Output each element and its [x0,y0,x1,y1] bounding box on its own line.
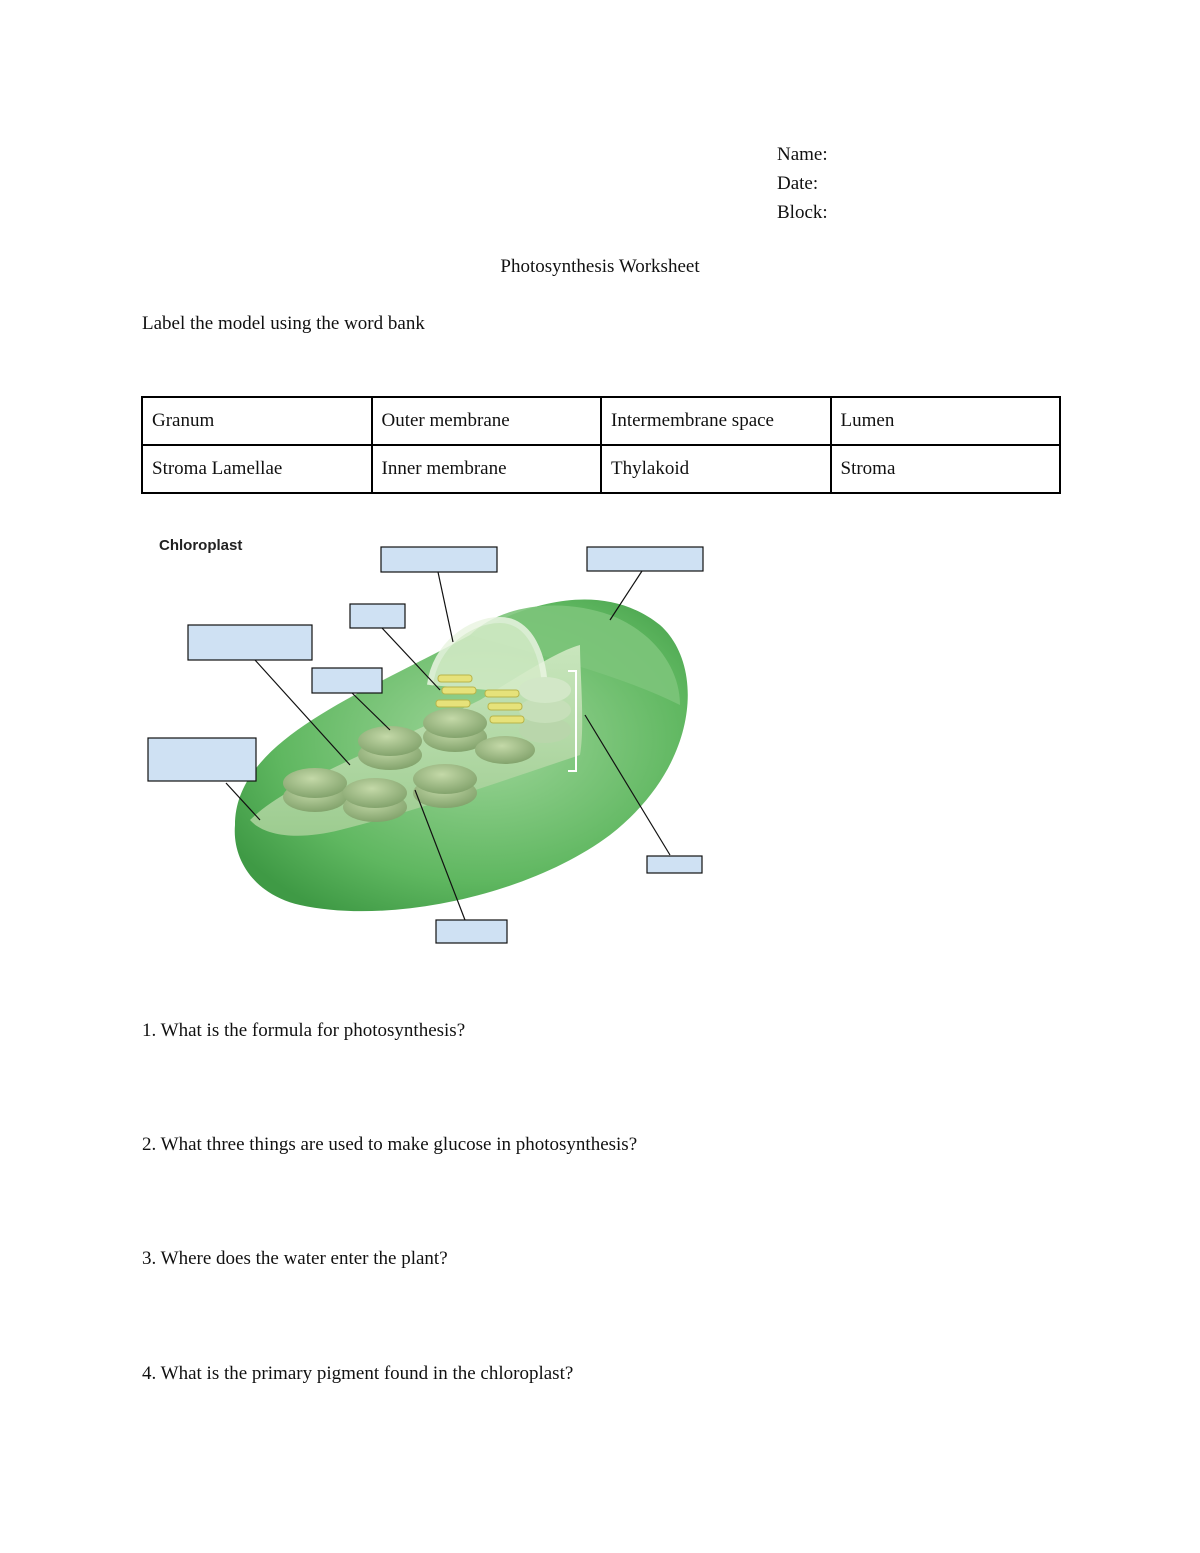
question-1: 1. What is the formula for photosynthesis? [142,1020,466,1041]
word-bank-cell: Granum [142,397,372,445]
word-bank-cell: Inner membrane [372,445,602,493]
question-3: 3. Where does the water enter the plant? [142,1248,448,1269]
word-bank-cell: Stroma Lamellae [142,445,372,493]
word-bank-cell: Lumen [831,397,1061,445]
label-box[interactable] [350,604,405,628]
label-box[interactable] [148,738,256,781]
word-bank-cell: Thylakoid [601,445,831,493]
word-bank-row [142,397,1060,445]
label-box[interactable] [381,547,497,572]
block-label: Block: [777,202,828,223]
question-2: 2. What three things are used to make glucose in photosynthesis? [142,1134,638,1155]
question-4: 4. What is the primary pigment found in the chloroplast? [142,1363,574,1384]
word-bank-table [141,396,1061,494]
label-box[interactable] [587,547,703,571]
word-bank-cell: Intermembrane space [601,397,831,445]
student-info-block [777,140,828,227]
label-box[interactable] [436,920,507,943]
word-bank-cell: Outer membrane [372,397,602,445]
label-box[interactable] [312,668,382,693]
word-bank-row [142,445,1060,493]
name-label: Name: [777,144,828,165]
instruction-text: Label the model using the word bank [142,313,425,334]
date-label: Date: [777,173,819,194]
label-box[interactable] [188,625,312,660]
diagram-title: Chloroplast [159,537,243,554]
label-box[interactable] [647,856,702,873]
word-bank-cell: Stroma [831,445,1061,493]
worksheet-title: Photosynthesis Worksheet [500,256,700,277]
chloroplast-diagram [140,525,720,955]
